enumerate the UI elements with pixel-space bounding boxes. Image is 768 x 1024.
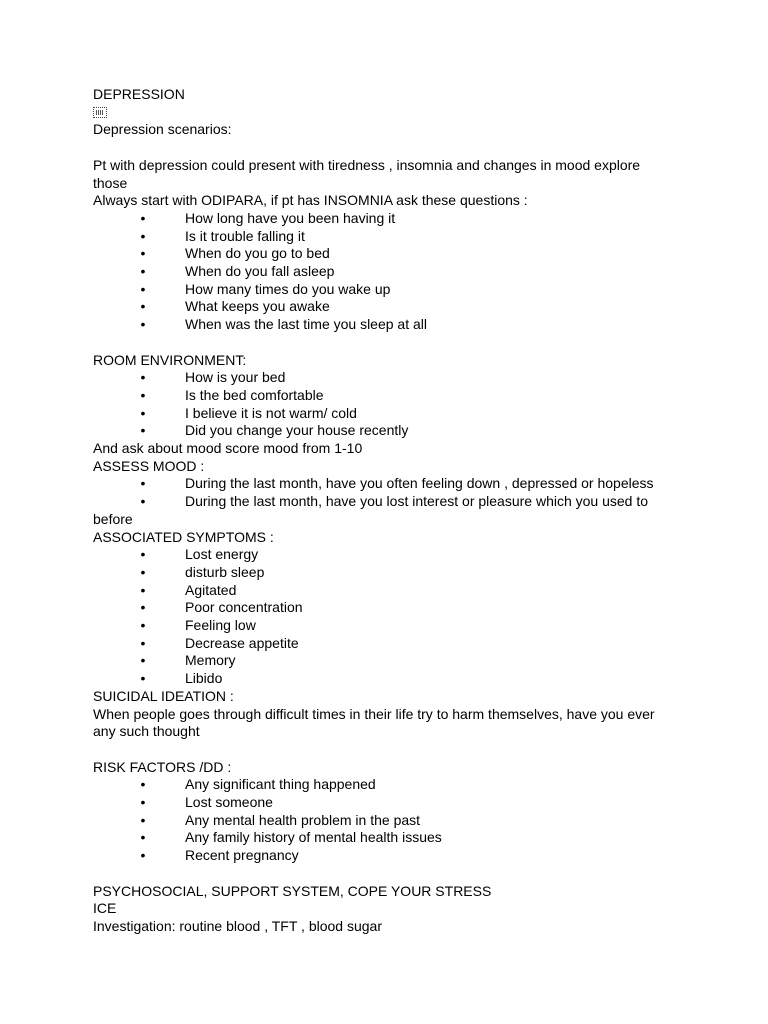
document-title: DEPRESSION xyxy=(93,86,185,102)
paragraph-odipara: Always start with ODIPARA, if pt has INSOMNIA ask these questions : xyxy=(93,192,528,209)
section-heading-psychosocial: PSYCHOSOCIAL, SUPPORT SYSTEM, COPE YOUR STRESS xyxy=(93,882,492,899)
bullet-icon: • xyxy=(140,280,146,297)
spacer xyxy=(93,139,673,157)
associated-symptoms-list xyxy=(93,546,673,688)
list-item: • I believe it is not warm/ cold xyxy=(93,405,673,423)
list-item: • Memory xyxy=(93,652,673,670)
intro-text: Depression scenarios: xyxy=(93,121,232,138)
list-item: • How long have you been having it xyxy=(93,210,673,228)
list-item: • When do you go to bed xyxy=(93,245,673,263)
bullet-icon: • xyxy=(140,847,146,864)
bullet-icon: • xyxy=(140,652,146,669)
list-item: • How many times do you wake up xyxy=(93,281,673,299)
list-item: • When was the last time you sleep at all xyxy=(93,316,673,334)
list-item: • Recent pregnancy xyxy=(93,847,673,865)
section-heading-associated: ASSOCIATED SYMPTOMS : xyxy=(93,528,274,545)
list-item: • Is it trouble falling it xyxy=(93,228,673,246)
list-item: • Any significant thing happened xyxy=(93,776,673,794)
bullet-icon: • xyxy=(140,263,146,280)
spacer xyxy=(93,865,673,883)
bullet-icon: • xyxy=(140,546,146,563)
assess-mood-list xyxy=(93,475,673,510)
list-item: • How is your bed xyxy=(93,369,673,387)
section-heading-room: ROOM ENVIRONMENT: xyxy=(93,351,247,368)
list-item: • What keeps you awake xyxy=(93,298,673,316)
bullet-icon: • xyxy=(140,422,146,439)
bullet-icon: • xyxy=(140,776,146,793)
list-item: • Is the bed comfortable xyxy=(93,387,673,405)
mood-score-text: And ask about mood score mood from 1-10 xyxy=(93,440,363,457)
image-placeholder-icon xyxy=(93,107,107,118)
suicidal-ideation-text: When people goes through difficult times in their life try to harm themselves, have you ever any such thought xyxy=(93,705,655,740)
bullet-icon: • xyxy=(140,581,146,598)
list-item: • Lost someone xyxy=(93,794,673,812)
list-item: • disturb sleep xyxy=(93,564,673,582)
list-item: • Did you change your house recently xyxy=(93,422,673,440)
section-heading-assess-mood: ASSESS MOOD : xyxy=(93,457,205,474)
bullet-icon: • xyxy=(140,316,146,333)
insomnia-question-list xyxy=(93,210,673,334)
assess-mood-continuation: before xyxy=(93,510,133,527)
list-item: • Poor concentration xyxy=(93,599,673,617)
bullet-icon: • xyxy=(140,794,146,811)
list-item: • Lost energy xyxy=(93,546,673,564)
risk-factors-list xyxy=(93,776,673,865)
paragraph-presentation: Pt with depression could present with tiredness , insomnia and changes in mood explore those xyxy=(93,156,641,191)
bullet-icon: • xyxy=(140,369,146,386)
list-item: • Decrease appetite xyxy=(93,635,673,653)
bullet-icon: • xyxy=(140,245,146,262)
bullet-icon: • xyxy=(140,386,146,403)
list-item: • Agitated xyxy=(93,582,673,600)
list-item: • When do you fall asleep xyxy=(93,263,673,281)
bullet-icon: • xyxy=(140,475,146,492)
image-placeholder xyxy=(93,104,673,122)
ice-heading: ICE xyxy=(93,900,117,917)
section-heading-suicidal: SUICIDAL IDEATION : xyxy=(93,687,234,704)
spacer xyxy=(93,334,673,352)
bullet-icon: • xyxy=(140,493,146,510)
list-item: • Feeling low xyxy=(93,617,673,635)
spacer xyxy=(93,741,673,759)
bullet-icon: • xyxy=(140,404,146,421)
bullet-icon: • xyxy=(140,298,146,315)
document-page xyxy=(93,86,673,936)
bullet-icon: • xyxy=(140,617,146,634)
bullet-icon: • xyxy=(140,209,146,226)
section-heading-risk: RISK FACTORS /DD : xyxy=(93,758,232,775)
bullet-icon: • xyxy=(140,227,146,244)
list-item: • During the last month, have you lost interest or pleasure which you used to xyxy=(93,493,673,511)
list-item: • Any mental health problem in the past xyxy=(93,812,673,830)
list-item: • Libido xyxy=(93,670,673,688)
list-item: • Any family history of mental health issues xyxy=(93,829,673,847)
bullet-icon: • xyxy=(140,563,146,580)
room-environment-list xyxy=(93,369,673,440)
bullet-icon: • xyxy=(140,811,146,828)
bullet-icon: • xyxy=(140,829,146,846)
list-item: • During the last month, have you often feeling down , depressed or hopeless xyxy=(93,475,673,493)
investigation-text: Investigation: routine blood , TFT , blood sugar xyxy=(93,917,382,934)
bullet-icon: • xyxy=(140,599,146,616)
bullet-icon: • xyxy=(140,670,146,687)
bullet-icon: • xyxy=(140,634,146,651)
